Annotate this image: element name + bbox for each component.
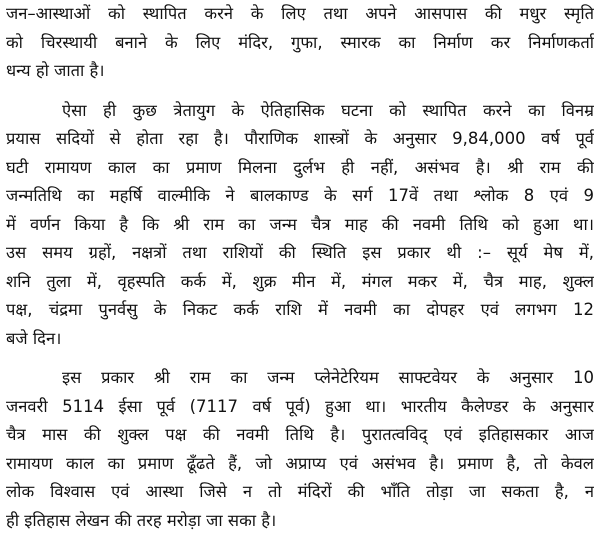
paragraph-3 <box>6 364 594 535</box>
text-line: घटी रामायण काल का प्रमाण मिलना दुर्लभ ही नहीं, असंभव है। श्री राम की <box>6 157 594 177</box>
text-line: जनवरी 5114 ईसा पूर्व (7117 वर्ष पूर्व) हुआ था। भारतीय कैलेण्डर के अनुसार <box>6 396 594 416</box>
text-line: को चिरस्थायी बनाने के लिए मंदिर, गुफा, स्मारक का निर्माण कर निर्माणकर्ता <box>6 32 594 52</box>
text-line: में वर्णन किया है कि श्री राम का जन्म चैत्र माह की नवमी तिथि को हुआ था। <box>6 214 594 234</box>
text-line: उस समय ग्रहों, नक्षत्रों तथा राशियों की स्थिति इस प्रकार थी :– सूर्य मेष में, <box>6 243 594 262</box>
text-line: ही इतिहास लेखन की तरह मरोड़ा जा सका है। <box>6 510 277 530</box>
text-line: लोक विश्वास एवं आस्था जिसे न तो मंदिरों की भाँति तोड़ा जा सकता है, न <box>6 482 594 501</box>
text-line: जन्मतिथि का महर्षि वाल्मीकि ने बालकाण्ड के सर्ग 17वें तथा श्लोक 8 एवं 9 <box>6 186 594 205</box>
paragraph-2 <box>6 97 594 354</box>
text-line: धन्य हो जाता है। <box>6 61 105 80</box>
text-line: पक्ष, चंद्रमा पुनर्वसु के निकट कर्क राशि में नवमी का दोपहर एवं लगभग 12 <box>6 300 594 319</box>
text-line: जन–आस्थाओं को स्थापित करने के लिए तथा अपने आसपास की मधुर स्मृति <box>6 4 594 23</box>
text-line: रामायण काल का प्रमाण ढूँढते हैं, जो अप्राप्य एवं असंभव है। प्रमाण है, तो केवल <box>6 453 594 473</box>
paragraph-1 <box>6 0 594 86</box>
document-page <box>6 0 594 535</box>
text-line: शनि तुला में, वृहस्पति कर्क में, शुक्र मीन में, मंगल मकर में, चैत्र माह, शुक्ल <box>6 271 594 291</box>
text-line: बजे दिन। <box>6 328 62 348</box>
text-line: चैत्र मास की शुक्ल पक्ष की नवमी तिथि है। पुरातत्वविद् एवं इतिहासकार आज <box>6 425 594 444</box>
text-line: इस प्रकार श्री राम का जन्म प्लेनेटेरियम साफ्टवेयर के अनुसार 10 <box>62 368 594 387</box>
text-line: ऐसा ही कुछ त्रेतायुग के ऐतिहासिक घटना को स्थापित करने का विनम्र <box>62 100 594 120</box>
text-line: प्रयास सदियों से होता रहा है। पौराणिक शास्त्रों के अनुसार 9,84,000 वर्ष पूर्व <box>6 129 594 148</box>
